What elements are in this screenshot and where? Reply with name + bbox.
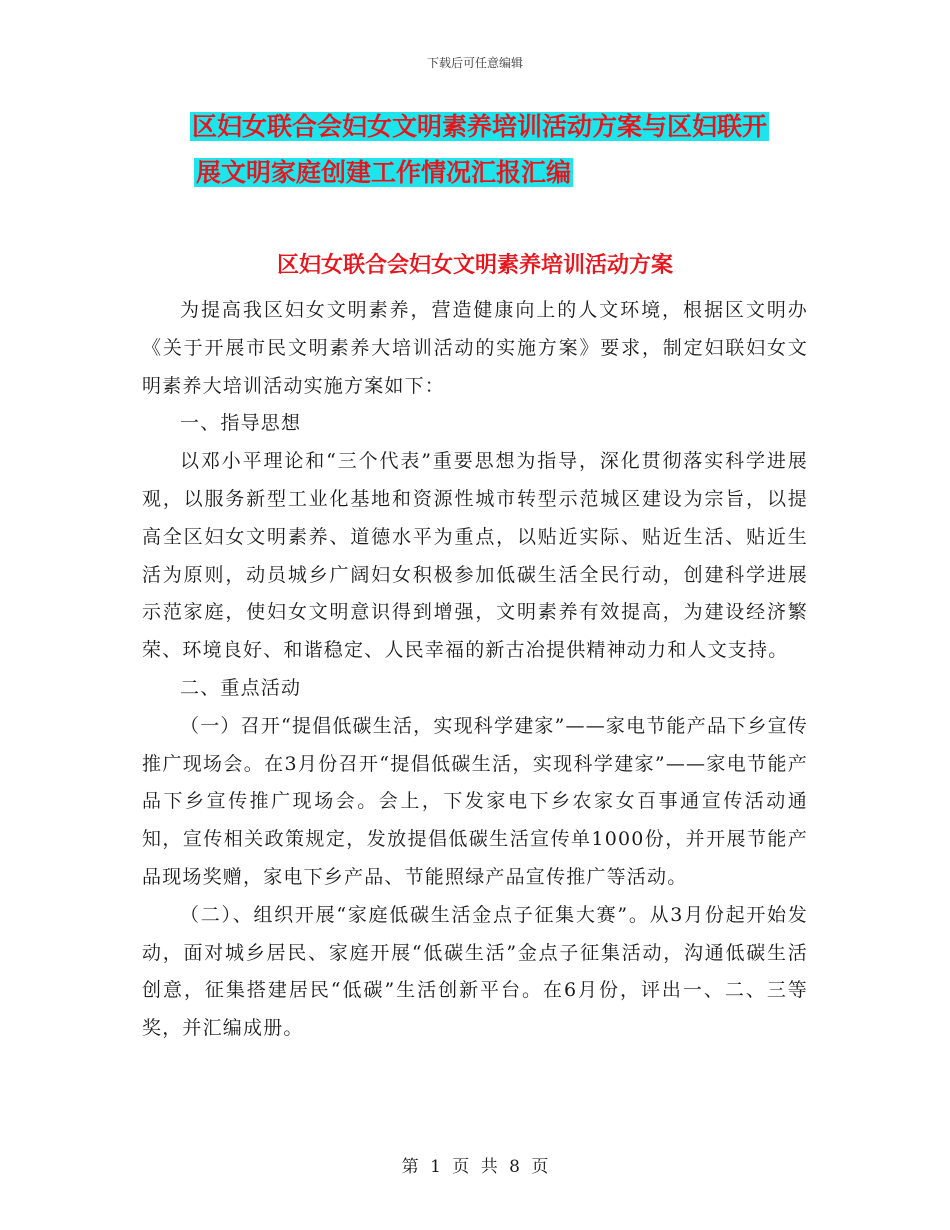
title-line-1 bbox=[190, 108, 810, 146]
paragraph-activity-2: （二）、组织开展“家庭低碳生活金点子征集大赛”。从3月份起开始发动，面对城乡居民、家庭开展“低碳生活”金点子征集活动，沟通低碳生活创意，征集搭建居民“低碳”生活创新平台。在6月份，评出一、二、三等奖，并汇编成册。 bbox=[142, 903, 808, 1040]
document-body bbox=[142, 292, 808, 1048]
heading-key-activities: 二、重点活动 bbox=[180, 676, 302, 699]
heading-guiding-thought: 一、指导思想 bbox=[180, 412, 302, 435]
paragraph-activity-1: （一）召开“提倡低碳生活，实现科学建家”——家电节能产品下乡宣传推广现场会。在3月份召开“提倡低碳生活，实现科学建家”——家电节能产品下乡宣传推广现场会。会上，下发家电下乡农家女百事通宣传活动通知，宣传相关政策规定，发放提倡低碳生活宣传单1000份，并开展节能产品现场奖赠，家电下乡产品、节能照绿产品宣传推广等活动。 bbox=[142, 714, 808, 888]
document-title bbox=[190, 108, 810, 200]
title-line-1-text: 区妇女联合会妇女文明素养培训活动方案与区妇联开 bbox=[192, 112, 768, 141]
page-header-note: 下载后可任意编辑 bbox=[426, 56, 523, 70]
title-line-2-text: 展文明家庭创建工作情况汇报汇编 bbox=[196, 158, 572, 187]
paragraph-guiding-thought: 以邓小平理论和“三个代表”重要思想为指导，深化贯彻落实科学进展观，以服务新型工业化基地和资源性城市转型示范城区建设为宗旨，以提高全区妇女文明素养、道德水平为重点，以贴近实际、贴近生活、贴近生活为原则，动员城乡广阔妇女积极参加低碳生活全民行动，创建科学进展示范家庭，使妇女文明意识得到增强，文明素养有效提高，为建设经济繁荣、环境良好、和谐稳定、人民幸福的新古冶提供精神动力和人文支持。 bbox=[142, 450, 808, 662]
title-line-2 bbox=[190, 154, 810, 192]
section-heading: 区妇女联合会妇女文明素养培训活动方案 bbox=[276, 253, 673, 278]
page-footer: 第 1 页 共 8 页 bbox=[401, 1157, 549, 1177]
paragraph-intro: 为提高我区妇女文明素养，营造健康向上的人文环境，根据区文明办《关于开展市民文明素养大培训活动的实施方案》要求，制定妇联妇女文明素养大培训活动实施方案如下： bbox=[142, 299, 808, 397]
